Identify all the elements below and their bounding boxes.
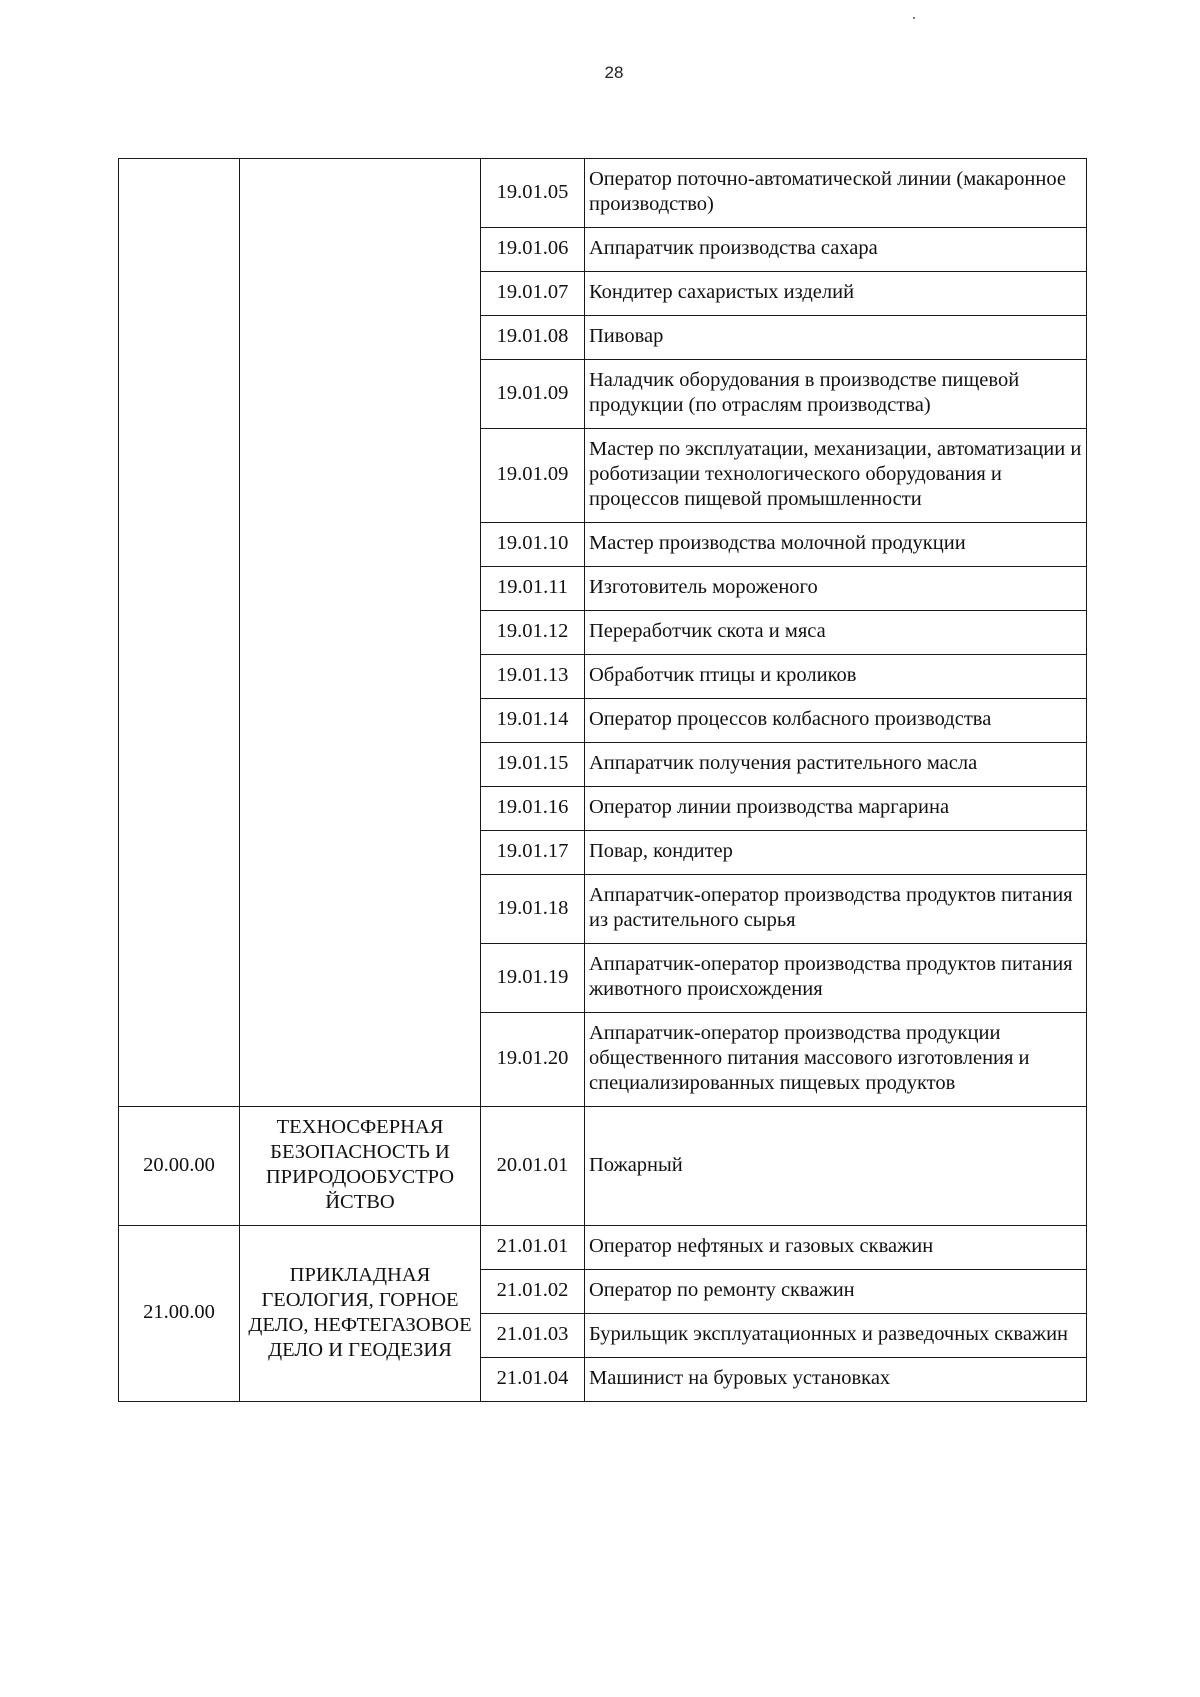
profession-code: 19.01.08	[481, 316, 585, 360]
profession-name: Аппаратчик-оператор производства продуктов питания из растительного сырья	[585, 875, 1087, 944]
profession-name: Оператор процессов колбасного производства	[585, 699, 1087, 743]
profession-name: Оператор линии производства маргарина	[585, 787, 1087, 831]
profession-code: 19.01.12	[481, 611, 585, 655]
profession-name: Аппаратчик получения растительного масла	[585, 743, 1087, 787]
group-code-cell: 21.00.00	[119, 1226, 240, 1402]
profession-code: 19.01.07	[481, 272, 585, 316]
profession-name: Аппаратчик производства сахара	[585, 228, 1087, 272]
group-code-cell: 20.00.00	[119, 1107, 240, 1226]
profession-name: Аппаратчик-оператор производства продукции общественного питания массового изготовления и специализированных пищевых продуктов	[585, 1013, 1087, 1107]
profession-code: 21.01.04	[481, 1358, 585, 1402]
scan-speck	[913, 17, 915, 19]
profession-name: Пожарный	[585, 1107, 1087, 1226]
profession-code: 19.01.18	[481, 875, 585, 944]
profession-code: 19.01.19	[481, 944, 585, 1013]
profession-code: 19.01.05	[481, 159, 585, 228]
group-name-cell: ПРИКЛАДНАЯ ГЕОЛОГИЯ, ГОРНОЕ ДЕЛО, НЕФТЕГАЗОВОЕ ДЕЛО И ГЕОДЕЗИЯ	[240, 1226, 481, 1402]
profession-name: Пивовар	[585, 316, 1087, 360]
profession-name: Бурильщик эксплуатационных и разведочных скважин	[585, 1314, 1087, 1358]
profession-code: 19.01.20	[481, 1013, 585, 1107]
group-name-cell	[240, 159, 481, 1107]
profession-name: Аппаратчик-оператор производства продуктов питания животного происхождения	[585, 944, 1087, 1013]
profession-name: Наладчик оборудования в производстве пищевой продукции (по отраслям производства)	[585, 360, 1087, 429]
profession-name: Повар, кондитер	[585, 831, 1087, 875]
page-number: 28	[604, 63, 624, 82]
profession-code: 19.01.10	[481, 523, 585, 567]
profession-code: 21.01.01	[481, 1226, 585, 1270]
profession-name: Оператор поточно-автоматической линии (макаронное производство)	[585, 159, 1087, 228]
profession-code: 19.01.15	[481, 743, 585, 787]
profession-name: Оператор по ремонту скважин	[585, 1270, 1087, 1314]
profession-name: Мастер производства молочной продукции	[585, 523, 1087, 567]
profession-code: 21.01.02	[481, 1270, 585, 1314]
profession-name: Кондитер сахаристых изделий	[585, 272, 1087, 316]
group-name-cell: ТЕХНОСФЕРНАЯ БЕЗОПАСНОСТЬ И ПРИРОДООБУСТРО ЙСТВО	[240, 1107, 481, 1226]
profession-code: 19.01.13	[481, 655, 585, 699]
profession-code: 19.01.11	[481, 567, 585, 611]
table-row	[119, 159, 1087, 228]
profession-code: 19.01.09	[481, 360, 585, 429]
profession-code: 19.01.09	[481, 429, 585, 523]
group-code-cell	[119, 159, 240, 1107]
profession-code: 19.01.06	[481, 228, 585, 272]
professions-table	[118, 158, 1087, 1402]
profession-name: Переработчик скота и мяса	[585, 611, 1087, 655]
table-row	[119, 1107, 1087, 1226]
table-row	[119, 1226, 1087, 1270]
profession-name: Обработчик птицы и кроликов	[585, 655, 1087, 699]
profession-name: Мастер по эксплуатации, механизации, автоматизации и роботизации технологического оборудования и процессов пищевой промышленности	[585, 429, 1087, 523]
profession-name: Изготовитель мороженого	[585, 567, 1087, 611]
profession-name: Оператор нефтяных и газовых скважин	[585, 1226, 1087, 1270]
profession-code: 19.01.16	[481, 787, 585, 831]
profession-code: 21.01.03	[481, 1314, 585, 1358]
profession-code: 19.01.14	[481, 699, 585, 743]
profession-code: 20.01.01	[481, 1107, 585, 1226]
profession-name: Машинист на буровых установках	[585, 1358, 1087, 1402]
profession-code: 19.01.17	[481, 831, 585, 875]
